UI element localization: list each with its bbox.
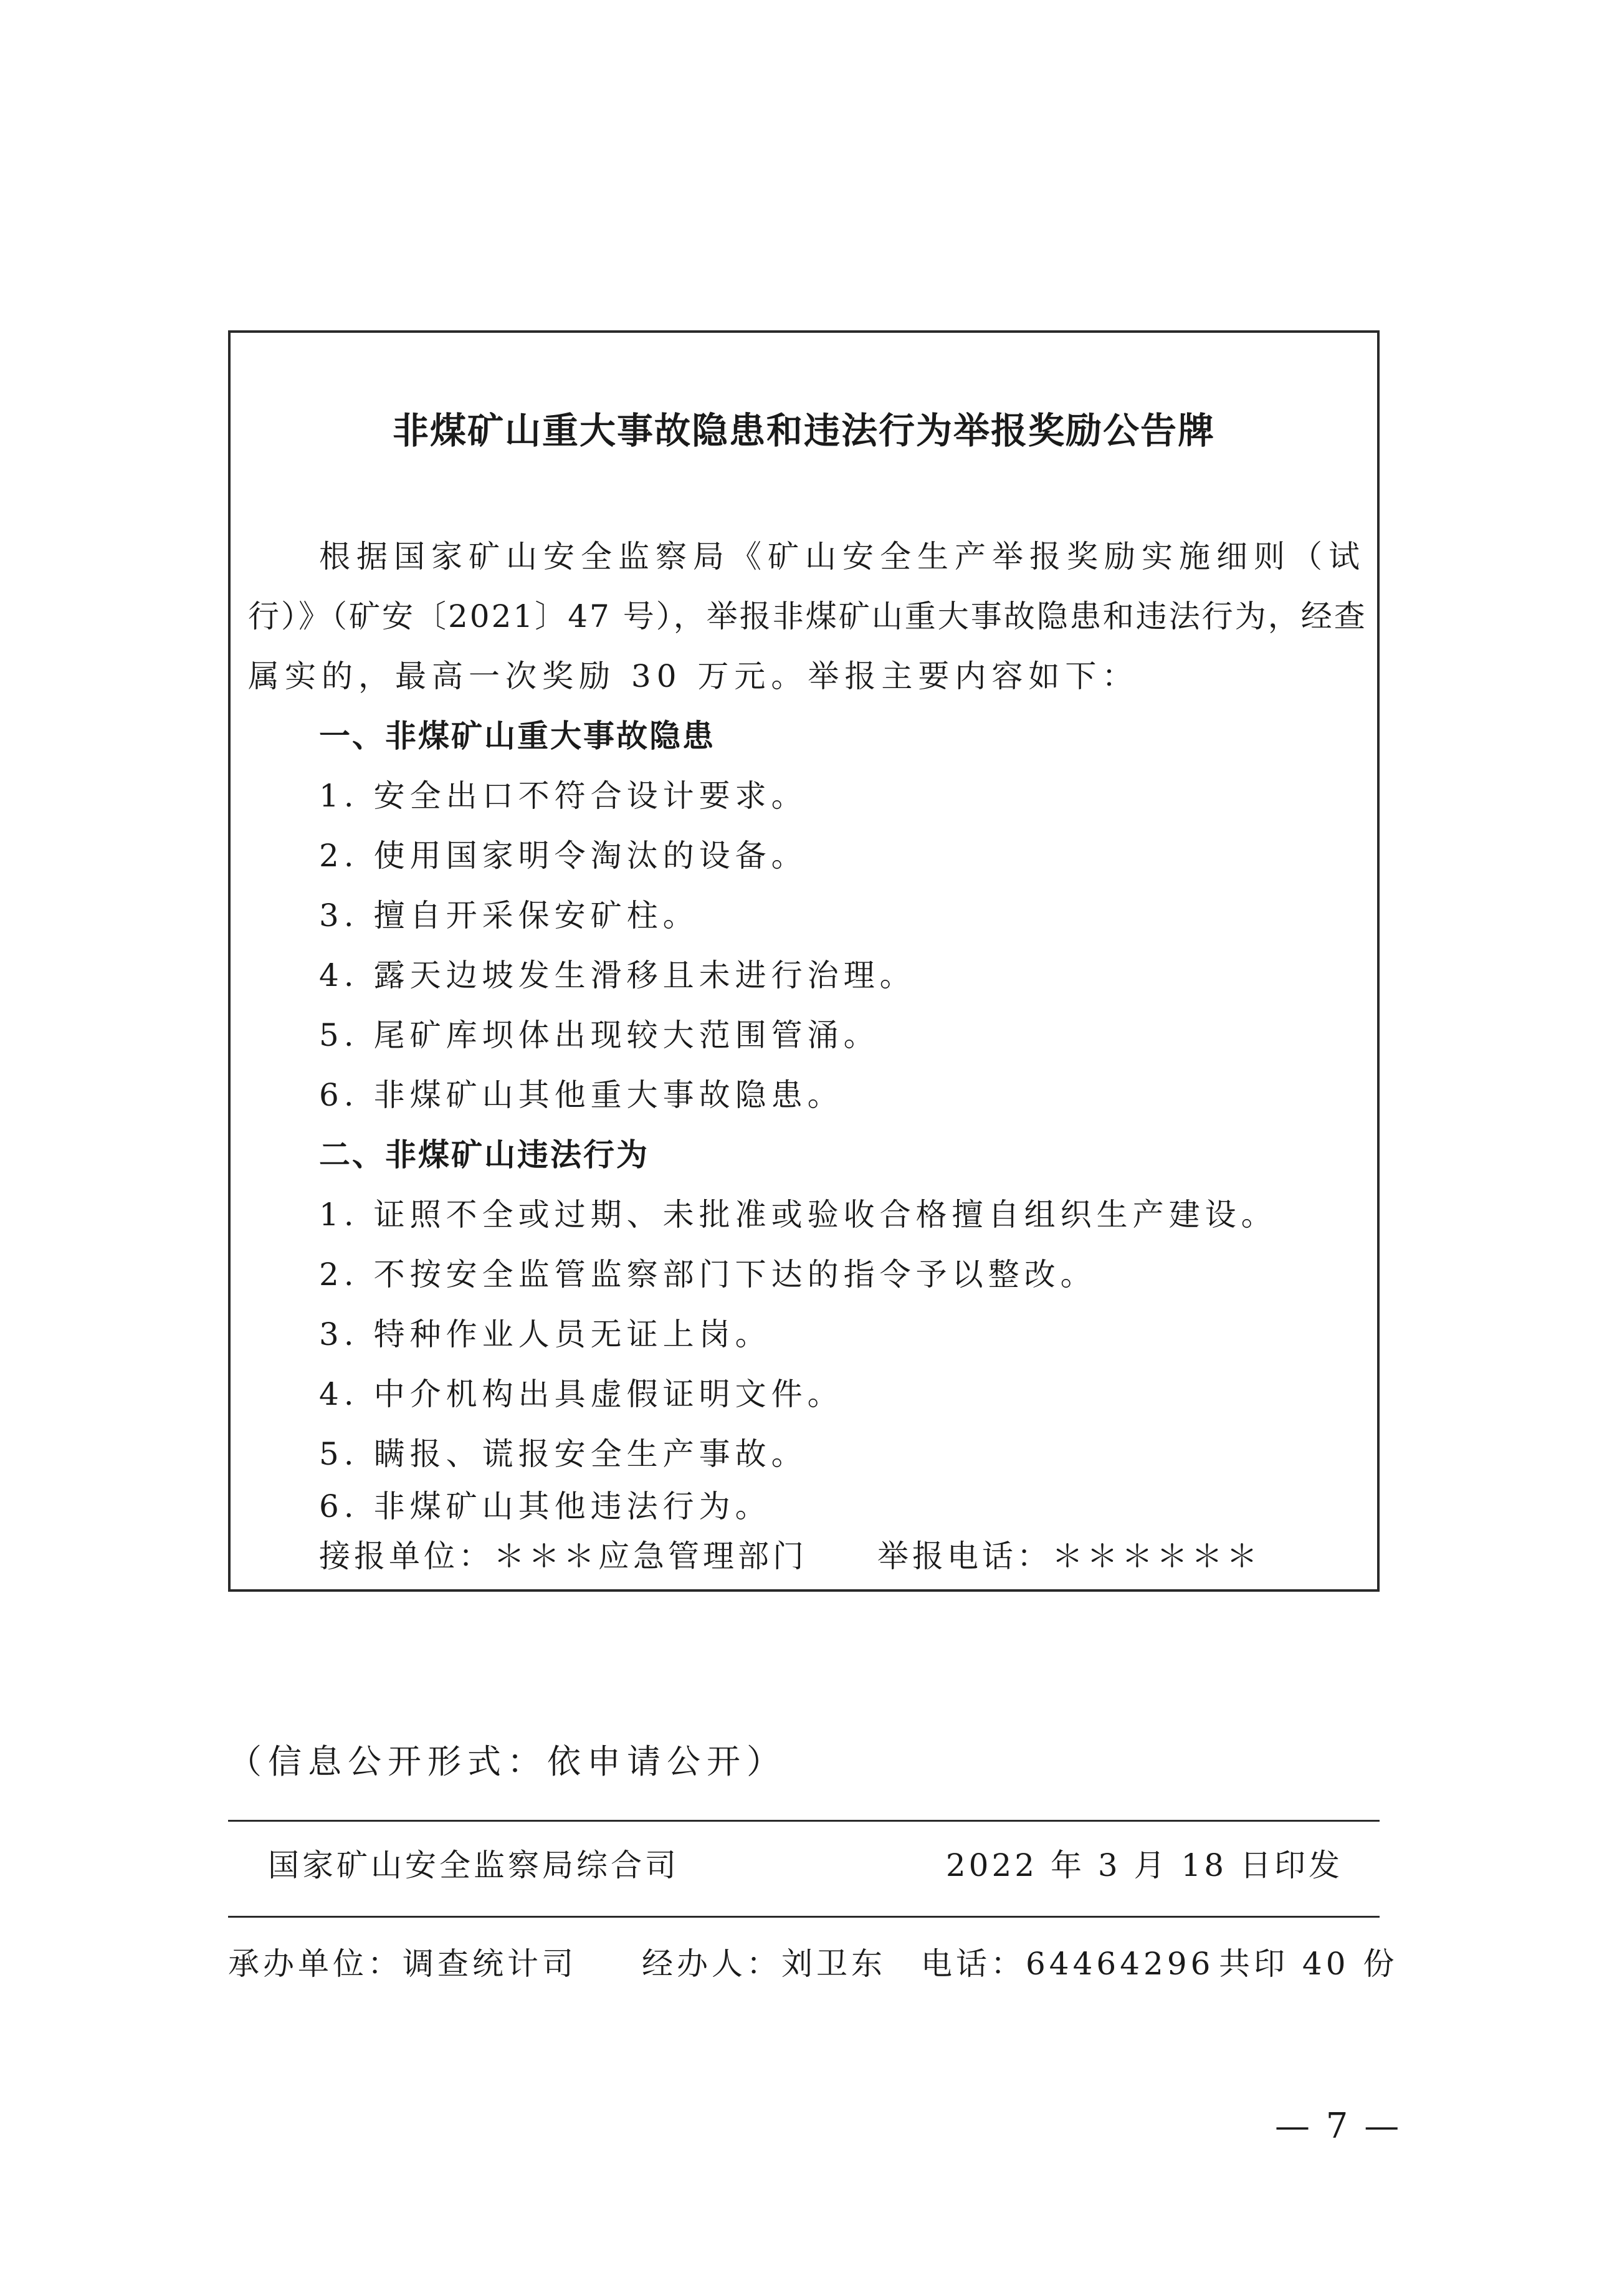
violation-item: 3. 特种作业人员无证上岗。 — [319, 1316, 771, 1352]
hazard-item: 3. 擅自开采保安矿柱。 — [319, 897, 699, 934]
section-heading-hazards: 一、非煤矿山重大事故隐患 — [319, 718, 715, 754]
hazard-item: 5. 尾矿库坝体出现较大范围管涌。 — [319, 1017, 880, 1053]
violation-item: 6. 非煤矿山其他违法行为。 — [319, 1488, 771, 1524]
handler: 经办人：刘卫东 — [642, 1946, 886, 1982]
contact-line — [319, 1538, 1261, 1574]
notice-board — [228, 330, 1380, 1592]
handling-unit: 承办单位：调查统计司 — [228, 1946, 577, 1982]
copies-printed: 共印 40 份 — [1219, 1946, 1398, 1982]
violation-item: 2. 不按安全监管监察部门下达的指令予以整改。 — [319, 1256, 1097, 1293]
violation-item: 1. 证照不全或过期、未批准或验收合格擅自组织生产建设。 — [319, 1197, 1277, 1233]
hazard-item: 2. 使用国家明令淘汰的设备。 — [319, 838, 808, 874]
receiving-unit: 接报单位：＊＊＊应急管理部门 — [319, 1538, 808, 1574]
violation-item: 5. 瞒报、谎报安全生产事故。 — [319, 1436, 808, 1472]
page-number: — 7 — — [1275, 2106, 1402, 2146]
divider-top — [228, 1820, 1380, 1822]
section-heading-violations: 二、非煤矿山违法行为 — [319, 1137, 649, 1173]
report-phone: 举报电话：＊＊＊＊＊＊ — [877, 1538, 1261, 1574]
contact-phone: 电话：64464296 — [921, 1946, 1214, 1982]
hazard-item: 6. 非煤矿山其他重大事故隐患。 — [319, 1077, 844, 1113]
divider-bottom — [228, 1916, 1380, 1918]
violation-item: 4. 中介机构出具虚假证明文件。 — [319, 1376, 844, 1412]
intro-line-2: 行）》（矿安〔2021〕47 号），举报非煤矿山重大事故隐患和违法行为，经查 — [248, 598, 1367, 634]
intro-line-3: 属实的，最高一次奖励 30 万元。举报主要内容如下： — [248, 658, 1139, 694]
issuer: 国家矿山安全监察局综合司 — [268, 1847, 679, 1883]
disclosure-note: （信息公开形式：依申请公开） — [228, 1742, 786, 1781]
issue-date: 2022 年 3 月 18 日印发 — [945, 1847, 1343, 1883]
intro-line-1: 根据国家矿山安全监察局《矿山安全生产举报奖励实施细则（试 — [319, 538, 1366, 575]
hazard-item: 1. 安全出口不符合设计要求。 — [319, 778, 808, 814]
notice-title: 非煤矿山重大事故隐患和违法行为举报奖励公告牌 — [392, 409, 1215, 452]
hazard-item: 4. 露天边坡发生滑移且未进行治理。 — [319, 957, 916, 993]
